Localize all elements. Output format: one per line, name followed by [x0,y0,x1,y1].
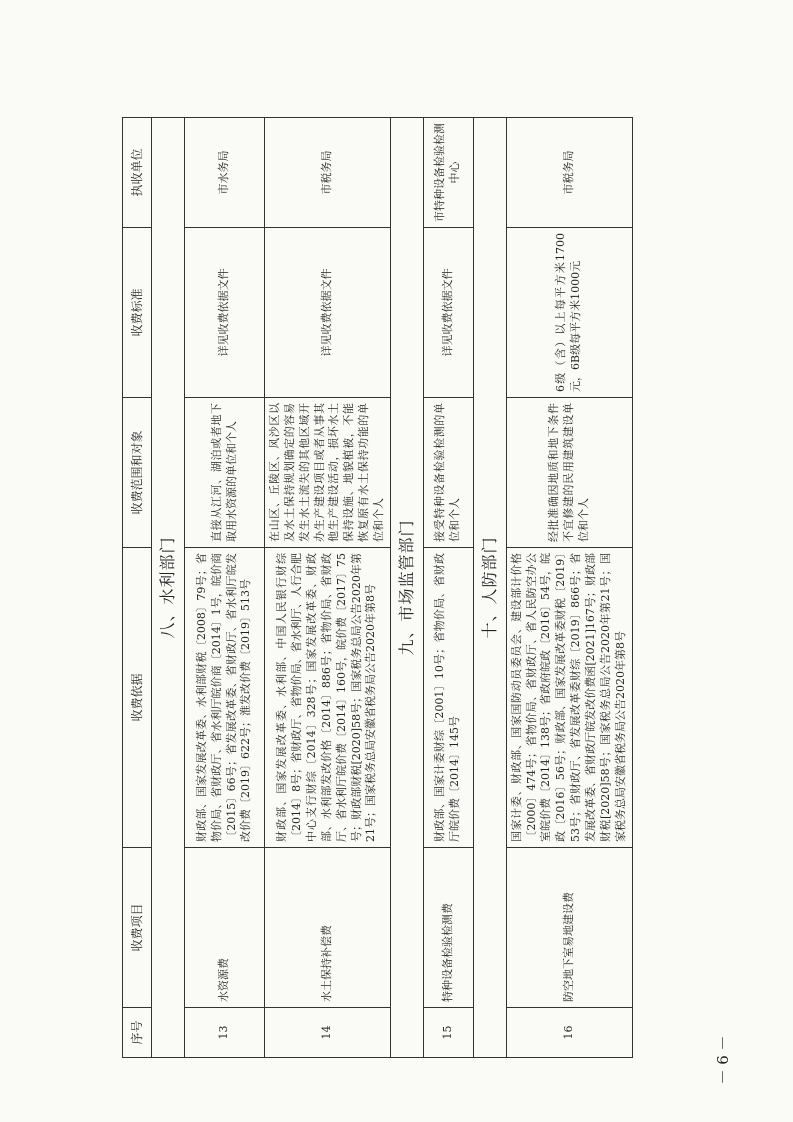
header-item: 收费项目 [123,848,152,1008]
row-seq: 15 [423,1008,473,1058]
row-unit: 市税务局 [506,118,632,228]
table-header-row [123,118,152,1058]
table-row [423,118,473,1058]
row-standard: 详见收费依据文件 [265,228,391,398]
row-standard: 6级（含）以上每平方米1700元，6B级每平方米1000元 [506,228,632,398]
row-item: 特种设备检验检测费 [423,848,473,1008]
row-scope: 直接从江河、湖泊或者地下取用水资源的单位和个人 [185,398,265,548]
section-title-market: 九、市场监管部门 [390,118,423,1058]
row-seq: 16 [506,1008,632,1058]
fee-table [122,117,633,1058]
header-standard: 收费标准 [123,228,152,398]
header-seq: 序号 [123,1008,152,1058]
row-basis: 国家计委、财政部、国家国防动员委员会、建设部计价格〔2000〕474号；省物价局、省财政厅、省人民防空办公室皖价费〔2014〕138号；省政府皖政〔2016〕54号，皖政〔2016〕56号；财政部、国家发展改革委财税〔2019〕53号；省财政厅、省发展改革委财综〔2019〕866号；省发展改革委、省财政厅皖发改价费函[2021]167号；财政部财税[2020]58号；国家税务总局公告2020年第21号；国家税务总局安徽省税务局公告2020年第8号 [506,548,632,848]
row-basis: 财政部、国家发展改革委、水利部、中国人民银行财综〔2014〕8号；省财政厅、省物价局、省水利厅、人行合肥中心支行财综〔2014〕328号；国家发展改革委、财政部、水利部发改价格〔2014〕886号；省物价局、省财政厅、省水利厅皖价费〔2014〕160号，皖价费〔2017〕75号；财政部财税[2020]58号；国家税务总局公告2020年第21号；国家税务总局安徽省税务局公告2020年第8号 [265,548,391,848]
rotated-table-container [122,118,627,1058]
section-title-water: 八、水利部门 [152,118,185,1058]
row-scope: 在山区、丘陵区、风沙区以及水土保持规划确定的容易发生水土流失的其他区域开办生产建设项目或者从事其他生产建设活动，损坏水土保持设施、地貌植被，不能恢复原有水土保持功能的单位和个人 [265,398,391,548]
row-scope: 经批准确因地质和地下条件不宜修建的民用建筑建设单位和个人 [506,398,632,548]
header-scope: 收费范围和对象 [123,398,152,548]
section-title-civil-defense: 十、人防部门 [473,118,506,1058]
table-row [506,118,632,1058]
header-unit: 执收单位 [123,118,152,228]
table-row [185,118,265,1058]
row-seq: 14 [265,1008,391,1058]
row-unit: 市税务局 [265,118,391,228]
section-row-civil-defense [473,118,506,1058]
row-item: 防空地下室易地建设费 [506,848,632,1008]
row-basis: 财政部、国家计委财综〔2001〕10号；省物价局、省财政厅皖价费〔2014〕145号 [423,548,473,848]
row-item: 水土保持补偿费 [265,848,391,1008]
row-unit: 市特种设备检验检测中心 [423,118,473,228]
section-row-market [390,118,423,1058]
row-scope: 接受特种设备检验检测的单位和个人 [423,398,473,548]
table-row [265,118,391,1058]
row-basis: 财政部、国家发展改革委、水利部财税〔2008〕79号；省物价局、省财政厅、省水利厅皖价商〔2014〕1号，皖价商〔2015〕66号；省发展改革委、省财政厅、省水利厅皖发改价费〔2019〕622号；淮发改价费〔2019〕513号 [185,548,265,848]
section-row-water [152,118,185,1058]
row-unit: 市水务局 [185,118,265,228]
row-standard: 详见收费依据文件 [185,228,265,398]
header-basis: 收费依据 [123,548,152,848]
row-item: 水资源费 [185,848,265,1008]
row-seq: 13 [185,1008,265,1058]
row-standard: 详见收费依据文件 [423,228,473,398]
page-number: － 6 － [713,1035,732,1085]
